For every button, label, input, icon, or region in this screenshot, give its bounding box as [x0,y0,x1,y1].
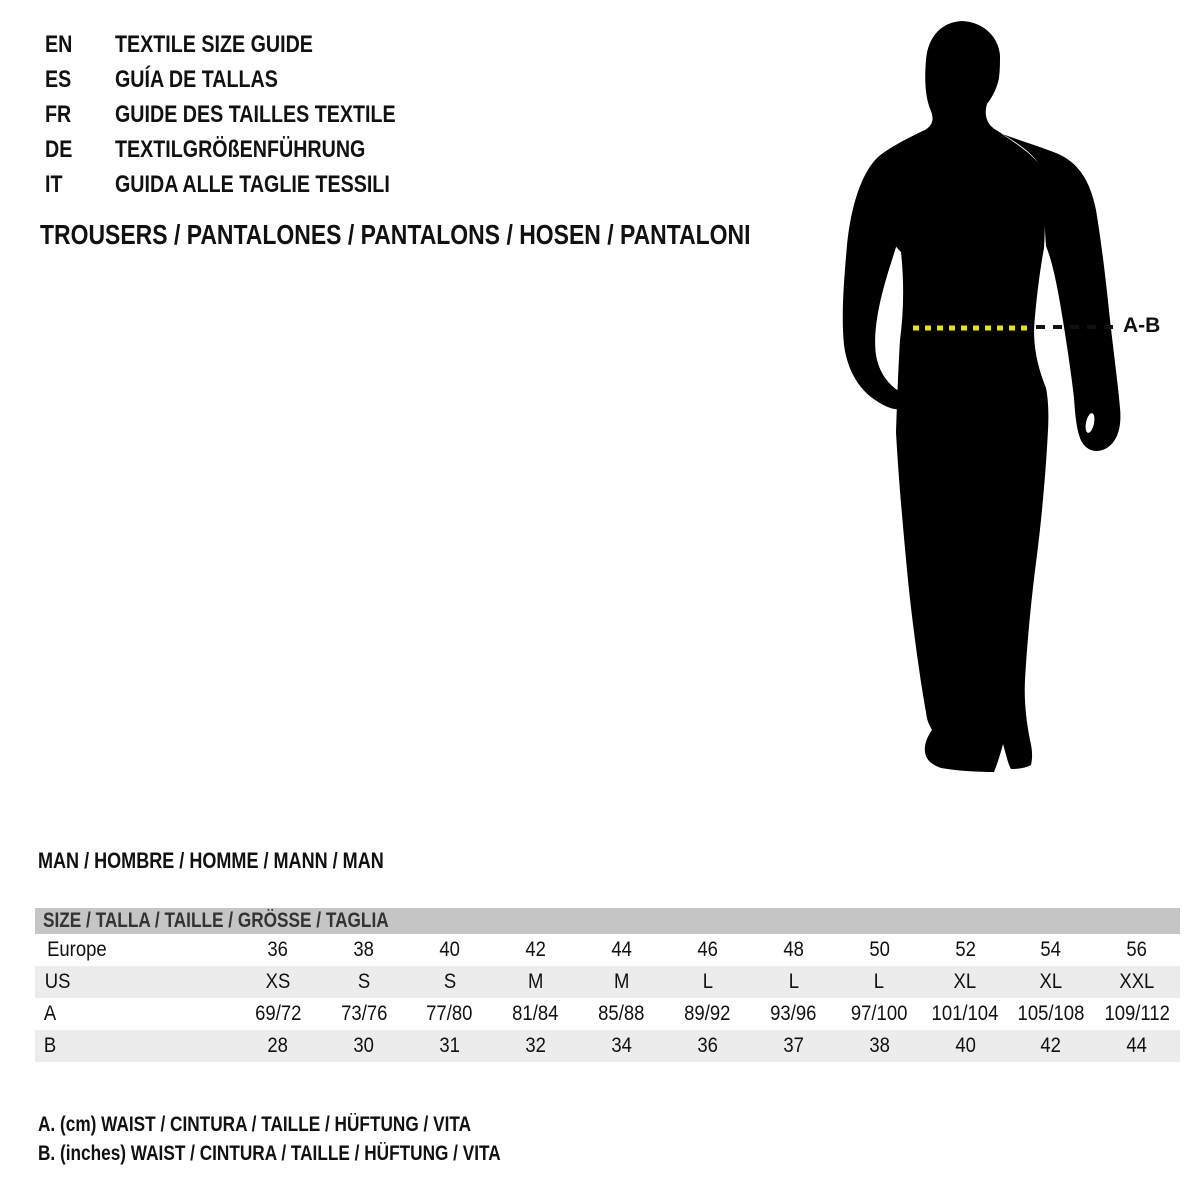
size-table-cell [836,938,922,962]
language-code-text: EN [45,30,73,58]
size-table-row-label: US [44,970,71,993]
size-table-value: XL [953,970,977,993]
size-table-value: 77/80 [426,1002,473,1025]
size-table-cell [1008,970,1094,994]
size-table-value: 32 [525,1034,546,1057]
size-table-cell [922,1002,1008,1026]
size-table-cell [836,970,922,994]
size-table-value: 73/76 [340,1002,387,1025]
size-table-value: 42 [525,938,546,961]
size-table-value: 40 [954,1034,976,1057]
footnote-line [38,1139,602,1168]
size-table-cell [579,970,665,994]
size-table-value: 50 [869,938,890,961]
size-table-value: 36 [267,938,289,961]
language-code-text: FR [45,100,72,128]
size-table-value: 101/104 [931,1002,999,1025]
size-table-row-label-cell [35,938,235,962]
footnotes [38,1110,602,1168]
size-table-row [35,1030,1180,1062]
size-table-value: 36 [697,1034,718,1057]
size-table-cell [750,1002,836,1026]
size-table-cell [922,1034,1008,1058]
size-table-value: L [874,970,885,993]
size-table-row-label-cell [35,970,235,994]
size-table-cell [407,938,493,962]
size-table-cell [235,970,321,994]
size-table-cell [665,1002,751,1026]
size-table-value: 38 [869,1034,890,1057]
size-table-cell [493,938,579,962]
size-table-value: L [788,970,799,993]
ab-measure-label: A-B [1123,314,1161,337]
size-table-cell [321,1034,407,1058]
language-label: GUÍA DE TALLAS [115,65,278,93]
size-table-value: 40 [439,938,461,961]
size-table-cell [836,1034,922,1058]
size-table-value: 37 [783,1034,804,1057]
language-label: TEXTILGRÖßENFÜHRUNG [115,135,366,163]
language-code-text: DE [45,135,73,163]
size-table-rows [35,934,1180,1062]
size-table-cell [665,938,751,962]
footnote-text: A. (cm) WAIST / CINTURA / TAILLE / HÜFTUNG / VITA [38,1112,472,1136]
size-table-value: 109/112 [1104,1002,1170,1025]
size-table-cell [235,1002,321,1026]
size-table-cell [750,970,836,994]
size-table-cell [321,1002,407,1026]
size-table-cell [922,970,1008,994]
size-table-value: 31 [439,1034,461,1057]
size-table-header-text: SIZE / TALLA / TAILLE / GRÖSSE / TAGLIA [43,909,389,932]
size-table-cell [1008,1002,1094,1026]
size-table-cell [407,1034,493,1058]
size-table-cell [665,970,751,994]
size-table-value: 28 [267,1034,289,1057]
size-table-row-label: Europe [47,938,107,961]
size-table-value: S [357,970,371,993]
size-table-value: S [443,970,456,993]
size-table-header [35,908,1180,934]
size-table-cell [750,938,836,962]
size-table-value: 48 [783,938,804,961]
size-table-row [35,934,1180,966]
size-table-cell [321,938,407,962]
size-table-cell [1008,1034,1094,1058]
size-table-value: 42 [1040,1034,1062,1057]
size-table-value: XL [1039,970,1063,993]
size-table-cell [1094,938,1180,962]
size-table-value: 30 [353,1034,375,1057]
size-table-cell [836,1002,922,1026]
size-table-value: 85/88 [598,1002,645,1025]
size-table-cell [493,1034,579,1058]
size-table [35,908,1180,1062]
size-table-value: 97/100 [851,1002,908,1025]
language-label: TEXTILE SIZE GUIDE [115,30,313,58]
size-table-row [35,998,1180,1030]
size-table-value: 52 [954,938,976,961]
size-table-cell [407,1002,493,1026]
size-table-cell [493,970,579,994]
footnote-line [38,1110,602,1139]
size-table-value: XXL [1119,970,1155,993]
size-table-cell [321,970,407,994]
size-table-cell [1094,1034,1180,1058]
size-table-row-label-cell [35,1034,235,1058]
size-table-cell [1094,1002,1180,1026]
garment-heading-text: TROUSERS / PANTALONES / PANTALONS / HOSEN / PANTALONI [40,219,751,250]
size-table-row-label: B [43,1034,57,1057]
language-code-text: ES [45,65,72,93]
size-table-value: 89/92 [684,1002,731,1025]
size-table-value: 69/72 [254,1002,302,1025]
language-code-text: IT [45,170,63,198]
language-label: GUIDA ALLE TAGLIE TESSILI [115,170,390,198]
size-table-cell [922,938,1008,962]
size-table-value: 44 [1126,1034,1148,1057]
size-table-value: 38 [353,938,375,961]
size-table-cell [1094,970,1180,994]
size-table-value: 44 [611,938,632,961]
size-table-cell [1008,938,1094,962]
size-table-value: 34 [611,1034,632,1057]
size-table-cell [579,938,665,962]
size-table-value: 54 [1040,938,1062,961]
size-table-value: 105/108 [1017,1002,1085,1025]
size-table-value: 93/96 [770,1002,817,1025]
size-table-cell [235,938,321,962]
size-table-cell [665,1034,751,1058]
size-table-cell [493,1002,579,1026]
size-table-row-label-cell [35,1002,235,1026]
size-table-cell [579,1002,665,1026]
footnote-text: B. (inches) WAIST / CINTURA / TAILLE / HÜFTUNG / VITA [38,1141,501,1165]
size-table-row [35,966,1180,998]
language-label: GUIDE DES TAILLES TEXTILE [115,100,396,128]
size-table-value: M [613,970,630,993]
size-table-cell [750,1034,836,1058]
size-table-cell [235,1034,321,1058]
size-table-cell [579,1034,665,1058]
size-table-value: M [527,970,544,993]
size-table-value: 81/84 [512,1002,559,1025]
size-table-value: L [702,970,713,993]
size-table-value: 56 [1126,938,1148,961]
size-table-value: XS [265,970,291,993]
section-heading-text: MAN / HOMBRE / HOMME / MANN / MAN [38,848,384,873]
size-table-row-label: A [43,1002,57,1025]
size-table-cell [407,970,493,994]
size-table-value: 46 [697,938,718,961]
section-heading [38,848,460,874]
